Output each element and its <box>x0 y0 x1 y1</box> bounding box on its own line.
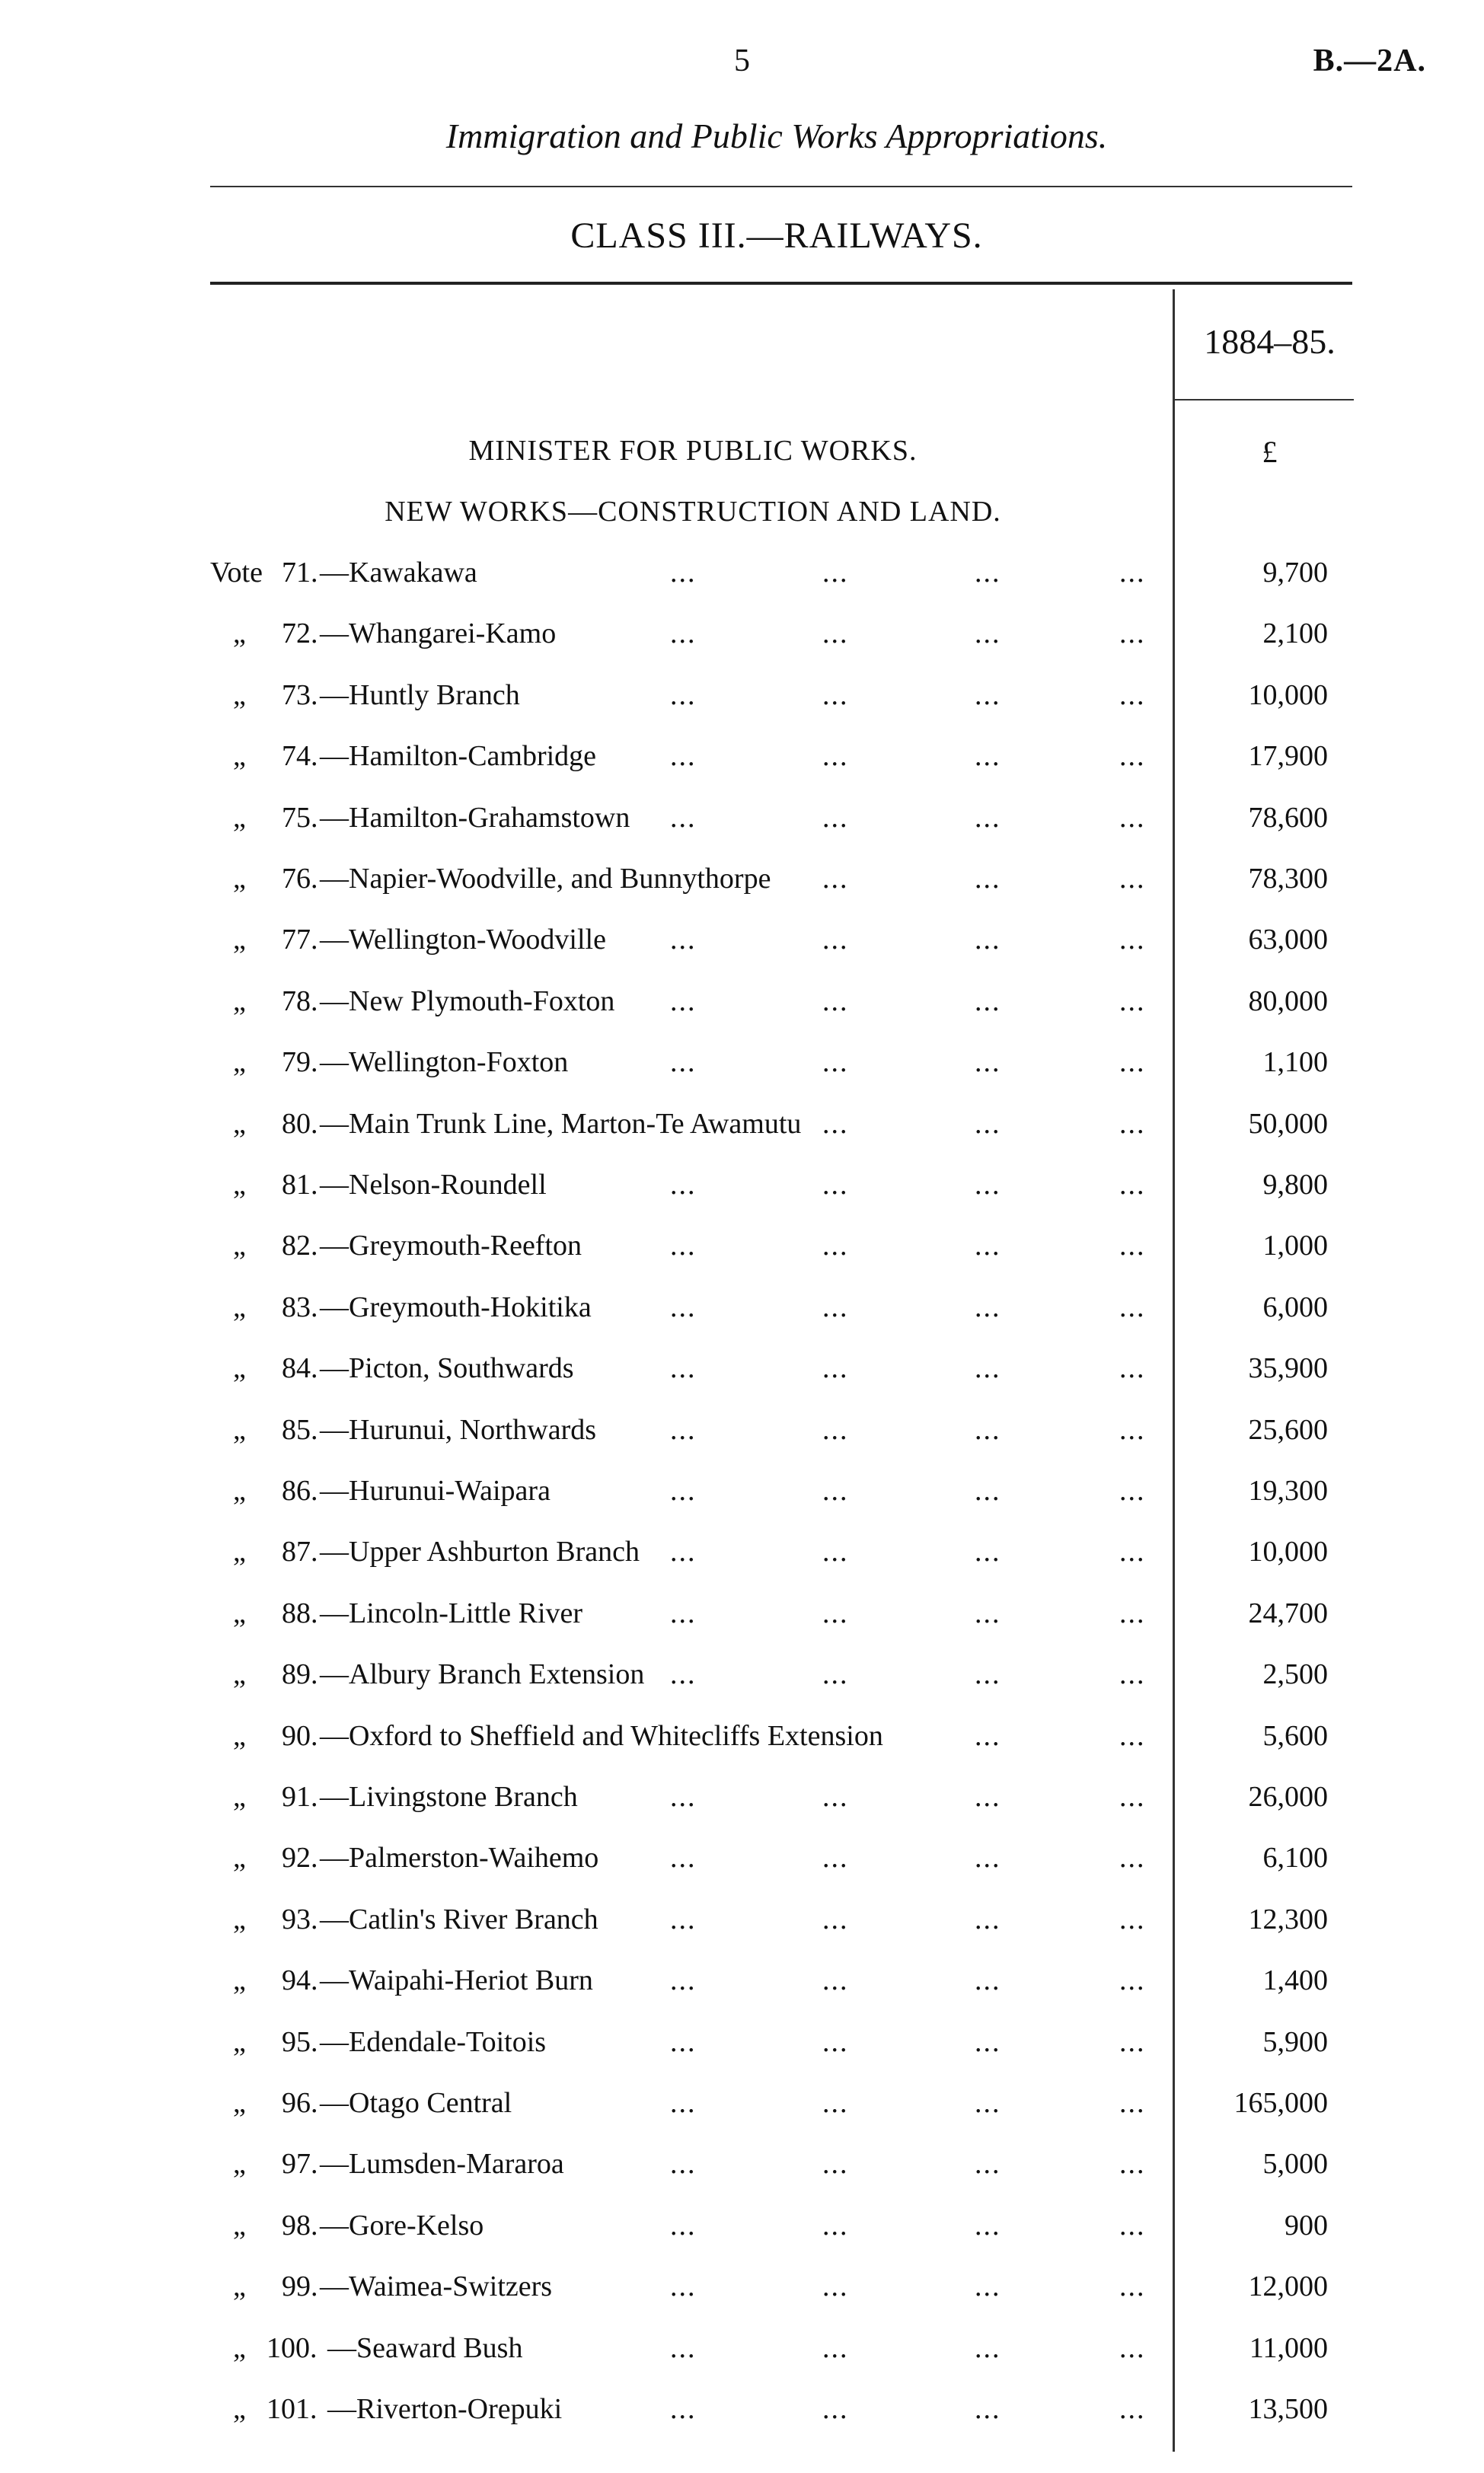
leader-dots: ... <box>822 1597 849 1629</box>
leader-dots: ... <box>822 1903 849 1935</box>
ditto-mark: „ <box>233 740 246 772</box>
ditto-mark: „ <box>233 924 246 956</box>
leader-dots: ... <box>670 1964 697 1996</box>
subtitle-rule <box>210 186 1352 187</box>
leader-dots: ... <box>975 2026 1001 2058</box>
leader-dots: ... <box>670 2026 697 2058</box>
table-row <box>0 2209 1484 2254</box>
vote-name: —Livingstone Branch <box>320 1781 578 1813</box>
leader-dots: ... <box>822 679 849 711</box>
leader-dots: ... <box>975 617 1001 649</box>
vote-amount: 24,700 <box>1248 1597 1328 1629</box>
vote-name: —Otago Central <box>320 2087 512 2119</box>
leader-dots: ... <box>822 2332 849 2364</box>
leader-dots: ... <box>1119 1230 1146 1262</box>
table-row <box>0 1474 1484 1520</box>
leader-dots: ... <box>975 2087 1001 2119</box>
leader-dots: ... <box>1119 1108 1146 1140</box>
leader-dots: ... <box>975 1414 1001 1446</box>
vote-name: —Oxford to Sheffield and Whitecliffs Extension <box>320 1720 883 1752</box>
table-row <box>0 1107 1484 1153</box>
table-row <box>0 984 1484 1030</box>
leader-dots: ... <box>670 2393 697 2425</box>
leader-dots: ... <box>975 1781 1001 1813</box>
leader-dots: ... <box>1119 802 1146 834</box>
leader-dots: ... <box>1119 2332 1146 2364</box>
leader-dots: ... <box>975 1230 1001 1262</box>
page-subtitle: Immigration and Public Works Appropriations. <box>445 116 1108 155</box>
leader-dots: ... <box>822 1352 849 1384</box>
leader-dots: ... <box>1119 924 1146 956</box>
vote-name: —Nelson-Roundell <box>320 1169 547 1201</box>
vote-number: 80. <box>282 1108 318 1140</box>
ditto-mark: „ <box>233 802 246 834</box>
ditto-mark: „ <box>233 1964 246 1996</box>
table-row <box>0 2270 1484 2315</box>
leader-dots: ... <box>1119 1903 1146 1935</box>
table-row <box>0 1658 1484 1703</box>
vote-amount: 165,000 <box>1233 2087 1328 2119</box>
leader-dots: ... <box>1119 617 1146 649</box>
heading-rule <box>210 282 1352 285</box>
table-row <box>0 801 1484 847</box>
vote-number: 87. <box>282 1536 318 1568</box>
vote-name: —Seaward Bush <box>327 2332 523 2364</box>
vote-amount: 35,900 <box>1248 1352 1328 1384</box>
vote-name: —Wellington-Woodville <box>320 924 606 956</box>
leader-dots: ... <box>975 2148 1001 2180</box>
vote-amount: 10,000 <box>1248 1536 1328 1568</box>
leader-dots: ... <box>822 1414 849 1446</box>
ditto-mark: „ <box>233 1536 246 1568</box>
table-row <box>0 1903 1484 1948</box>
ditto-mark: „ <box>233 1169 246 1201</box>
ditto-mark: „ <box>233 2210 246 2242</box>
vote-number: 81. <box>282 1169 318 1201</box>
vote-amount: 5,000 <box>1262 2148 1328 2180</box>
leader-dots: ... <box>822 617 849 649</box>
leader-dots: ... <box>670 1414 697 1446</box>
leader-dots: ... <box>670 1169 697 1201</box>
vote-name: —Kawakawa <box>320 557 477 589</box>
leader-dots: ... <box>670 2148 697 2180</box>
leader-dots: ... <box>822 1842 849 1874</box>
vote-name: —Hurunui-Waipara <box>320 1475 551 1507</box>
leader-dots: ... <box>1119 1964 1146 1996</box>
vote-amount: 12,000 <box>1248 2270 1328 2302</box>
vote-name: —Riverton-Orepuki <box>327 2393 563 2425</box>
ditto-mark: „ <box>233 679 246 711</box>
vote-number: 88. <box>282 1597 318 1629</box>
leader-dots: ... <box>670 679 697 711</box>
vote-amount: 10,000 <box>1248 679 1328 711</box>
vote-number: 93. <box>282 1903 318 1935</box>
leader-dots: ... <box>670 1903 697 1935</box>
leader-dots: ... <box>975 1842 1001 1874</box>
vote-amount: 6,100 <box>1262 1842 1328 1874</box>
leader-dots: ... <box>975 1658 1001 1690</box>
vote-number: 94. <box>282 1964 318 1996</box>
ditto-mark: „ <box>233 2087 246 2119</box>
vote-amount: 12,300 <box>1248 1903 1328 1935</box>
vote-amount: 19,300 <box>1248 1475 1328 1507</box>
ditto-mark: „ <box>233 2026 246 2058</box>
leader-dots: ... <box>975 740 1001 772</box>
vote-name: —Upper Ashburton Branch <box>320 1536 640 1568</box>
leader-dots: ... <box>670 557 697 589</box>
leader-dots: ... <box>1119 2270 1146 2302</box>
table-row <box>0 2392 1484 2438</box>
vote-amount: 80,000 <box>1248 985 1328 1017</box>
leader-dots: ... <box>822 1108 849 1140</box>
leader-dots: ... <box>1119 1842 1146 1874</box>
table-row <box>0 1291 1484 1336</box>
leader-dots: ... <box>975 1720 1001 1752</box>
ditto-mark: „ <box>233 1720 246 1752</box>
table-row <box>0 1841 1484 1887</box>
table-row <box>0 862 1484 908</box>
vote-prefix: Vote <box>210 557 263 589</box>
leader-dots: ... <box>670 985 697 1017</box>
vote-amount: 9,700 <box>1262 557 1328 589</box>
leader-dots: ... <box>822 557 849 589</box>
vote-number: 77. <box>282 924 318 956</box>
leader-dots: ... <box>822 924 849 956</box>
leader-dots: ... <box>1119 985 1146 1017</box>
vote-number: 98. <box>282 2210 318 2242</box>
leader-dots: ... <box>1119 2026 1146 2058</box>
minister-heading: MINISTER FOR PUBLIC WORKS. <box>468 435 918 467</box>
leader-dots: ... <box>670 2087 697 2119</box>
vote-number: 79. <box>282 1046 318 1078</box>
vote-number: 86. <box>282 1475 318 1507</box>
leader-dots: ... <box>1119 1781 1146 1813</box>
vote-name: —Waipahi-Heriot Burn <box>320 1964 593 1996</box>
document-reference: B.—2A. <box>1313 43 1426 78</box>
leader-dots: ... <box>670 924 697 956</box>
table-row <box>0 1413 1484 1459</box>
vote-amount: 26,000 <box>1248 1781 1328 1813</box>
leader-dots: ... <box>670 1597 697 1629</box>
leader-dots: ... <box>822 1781 849 1813</box>
leader-dots: ... <box>822 2270 849 2302</box>
vote-amount: 63,000 <box>1248 924 1328 956</box>
vote-number: 91. <box>282 1781 318 1813</box>
vote-amount: 9,800 <box>1262 1169 1328 1201</box>
leader-dots: ... <box>822 2393 849 2425</box>
ditto-mark: „ <box>233 1781 246 1813</box>
vote-name: —Waimea-Switzers <box>320 2270 553 2302</box>
vote-number: 78. <box>282 985 318 1017</box>
table-row <box>0 1780 1484 1826</box>
vote-amount: 1,400 <box>1262 1964 1328 1996</box>
leader-dots: ... <box>975 1291 1001 1323</box>
leader-dots: ... <box>975 2210 1001 2242</box>
leader-dots: ... <box>822 1046 849 1078</box>
vote-amount: 1,000 <box>1262 1230 1328 1262</box>
vote-name: —Edendale-Toitois <box>320 2026 547 2058</box>
vote-name: —Lumsden-Mararoa <box>320 2148 564 2180</box>
vote-name: —Palmerston-Waihemo <box>320 1842 599 1874</box>
vote-name: —New Plymouth-Foxton <box>320 985 615 1017</box>
leader-dots: ... <box>975 985 1001 1017</box>
vote-name: —Hamilton-Grahamstown <box>320 802 630 834</box>
ditto-mark: „ <box>233 1352 246 1384</box>
leader-dots: ... <box>822 2148 849 2180</box>
vote-number: 85. <box>282 1414 318 1446</box>
table-row <box>0 1045 1484 1091</box>
year-column-header: 1884–85. <box>1204 322 1336 361</box>
vote-number: 99. <box>282 2270 318 2302</box>
vote-amount: 11,000 <box>1249 2332 1328 2364</box>
ditto-mark: „ <box>233 1291 246 1323</box>
leader-dots: ... <box>1119 557 1146 589</box>
ditto-mark: „ <box>233 1046 246 1078</box>
ditto-mark: „ <box>233 1414 246 1446</box>
leader-dots: ... <box>975 1108 1001 1140</box>
ditto-mark: „ <box>233 1903 246 1935</box>
leader-dots: ... <box>1119 1720 1146 1752</box>
vote-number: 96. <box>282 2087 318 2119</box>
leader-dots: ... <box>1119 1169 1146 1201</box>
vote-name: —Napier-Woodville, and Bunnythorpe <box>320 863 771 895</box>
vote-name: —Albury Branch Extension <box>320 1658 645 1690</box>
leader-dots: ... <box>1119 679 1146 711</box>
leader-dots: ... <box>1119 1475 1146 1507</box>
table-row <box>0 1535 1484 1581</box>
vote-amount: 17,900 <box>1248 740 1328 772</box>
vote-name: —Hamilton-Cambridge <box>320 740 597 772</box>
table-row <box>0 1168 1484 1214</box>
leader-dots: ... <box>670 1291 697 1323</box>
leader-dots: ... <box>822 985 849 1017</box>
table-row <box>0 617 1484 662</box>
leader-dots: ... <box>670 1658 697 1690</box>
leader-dots: ... <box>670 1536 697 1568</box>
leader-dots: ... <box>670 1475 697 1507</box>
leader-dots: ... <box>975 1046 1001 1078</box>
vote-amount: 1,100 <box>1262 1046 1328 1078</box>
table-row <box>0 1597 1484 1642</box>
table-row <box>0 2025 1484 2071</box>
table-row <box>0 1351 1484 1397</box>
vote-name: —Catlin's River Branch <box>320 1903 598 1935</box>
table-row <box>0 556 1484 601</box>
leader-dots: ... <box>670 1046 697 1078</box>
vote-number: 74. <box>282 740 318 772</box>
vote-name: —Greymouth-Hokitika <box>320 1291 592 1323</box>
vote-amount: 5,900 <box>1262 2026 1328 2058</box>
ditto-mark: „ <box>233 2148 246 2180</box>
leader-dots: ... <box>975 1964 1001 1996</box>
leader-dots: ... <box>1119 1658 1146 1690</box>
leader-dots: ... <box>975 679 1001 711</box>
leader-dots: ... <box>1119 2087 1146 2119</box>
leader-dots: ... <box>1119 1352 1146 1384</box>
leader-dots: ... <box>822 2087 849 2119</box>
year-header-rule <box>1174 399 1354 400</box>
leader-dots: ... <box>975 863 1001 895</box>
leader-dots: ... <box>975 1536 1001 1568</box>
leader-dots: ... <box>670 1842 697 1874</box>
leader-dots: ... <box>822 1475 849 1507</box>
leader-dots: ... <box>822 1230 849 1262</box>
vote-amount: 50,000 <box>1248 1108 1328 1140</box>
table-row <box>0 1229 1484 1275</box>
section-heading: NEW WORKS—CONSTRUCTION AND LAND. <box>385 496 1001 528</box>
leader-dots: ... <box>822 740 849 772</box>
leader-dots: ... <box>975 1903 1001 1935</box>
leader-dots: ... <box>1119 1046 1146 1078</box>
ditto-mark: „ <box>233 617 246 649</box>
vote-amount: 5,600 <box>1262 1720 1328 1752</box>
leader-dots: ... <box>670 2332 697 2364</box>
table-row <box>0 678 1484 724</box>
ditto-mark: „ <box>233 1230 246 1262</box>
leader-dots: ... <box>670 802 697 834</box>
vote-number: 73. <box>282 679 318 711</box>
vote-name: —Hurunui, Northwards <box>320 1414 597 1446</box>
table-row <box>0 1719 1484 1765</box>
leader-dots: ... <box>975 1597 1001 1629</box>
table-row <box>0 2147 1484 2193</box>
table-row <box>0 739 1484 785</box>
class-heading: CLASS III.—RAILWAYS. <box>570 215 983 256</box>
vote-number: 100. <box>266 2332 318 2364</box>
leader-dots: ... <box>822 1291 849 1323</box>
vote-number: 71. <box>282 557 318 589</box>
ditto-mark: „ <box>233 1597 246 1629</box>
vote-number: 76. <box>282 863 318 895</box>
leader-dots: ... <box>1119 1291 1146 1323</box>
ditto-mark: „ <box>233 985 246 1017</box>
leader-dots: ... <box>975 1475 1001 1507</box>
vote-number: 92. <box>282 1842 318 1874</box>
table-row <box>0 923 1484 968</box>
vote-number: 72. <box>282 617 318 649</box>
leader-dots: ... <box>1119 1536 1146 1568</box>
leader-dots: ... <box>975 2270 1001 2302</box>
leader-dots: ... <box>975 802 1001 834</box>
table-row <box>0 1964 1484 2009</box>
leader-dots: ... <box>975 557 1001 589</box>
vote-name: —Picton, Southwards <box>320 1352 574 1384</box>
leader-dots: ... <box>822 802 849 834</box>
vote-name: —Lincoln-Little River <box>320 1597 583 1629</box>
leader-dots: ... <box>822 2026 849 2058</box>
table-row <box>0 2086 1484 2132</box>
leader-dots: ... <box>822 1964 849 1996</box>
table-row <box>0 2331 1484 2377</box>
leader-dots: ... <box>670 2210 697 2242</box>
leader-dots: ... <box>670 2270 697 2302</box>
ditto-mark: „ <box>233 2270 246 2302</box>
vote-number: 82. <box>282 1230 318 1262</box>
ditto-mark: „ <box>233 1108 246 1140</box>
vote-name: —Wellington-Foxton <box>320 1046 569 1078</box>
leader-dots: ... <box>822 2210 849 2242</box>
leader-dots: ... <box>670 1230 697 1262</box>
vote-amount: 78,300 <box>1248 863 1328 895</box>
vote-name: —Main Trunk Line, Marton-Te Awamutu <box>320 1108 802 1140</box>
leader-dots: ... <box>1119 1414 1146 1446</box>
leader-dots: ... <box>1119 863 1146 895</box>
leader-dots: ... <box>975 924 1001 956</box>
ditto-mark: „ <box>233 1658 246 1690</box>
currency-symbol: £ <box>1262 435 1278 469</box>
leader-dots: ... <box>822 1169 849 1201</box>
leader-dots: ... <box>822 1536 849 1568</box>
ditto-mark: „ <box>233 2393 246 2425</box>
vote-amount: 2,500 <box>1262 1658 1328 1690</box>
vote-number: 89. <box>282 1658 318 1690</box>
vote-number: 84. <box>282 1352 318 1384</box>
vote-name: —Huntly Branch <box>320 679 520 711</box>
vote-number: 95. <box>282 2026 318 2058</box>
leader-dots: ... <box>822 1658 849 1690</box>
vote-amount: 78,600 <box>1248 802 1328 834</box>
ditto-mark: „ <box>233 1842 246 1874</box>
leader-dots: ... <box>1119 2148 1146 2180</box>
vote-name: —Greymouth-Reefton <box>320 1230 582 1262</box>
vote-number: 97. <box>282 2148 318 2180</box>
vote-number: 101. <box>266 2393 318 2425</box>
vote-amount: 6,000 <box>1262 1291 1328 1323</box>
vote-amount: 900 <box>1285 2210 1328 2242</box>
leader-dots: ... <box>1119 2393 1146 2425</box>
leader-dots: ... <box>1119 1597 1146 1629</box>
leader-dots: ... <box>975 1169 1001 1201</box>
ditto-mark: „ <box>233 2332 246 2364</box>
leader-dots: ... <box>975 2393 1001 2425</box>
leader-dots: ... <box>1119 2210 1146 2242</box>
vote-amount: 13,500 <box>1248 2393 1328 2425</box>
vote-number: 83. <box>282 1291 318 1323</box>
leader-dots: ... <box>670 617 697 649</box>
vote-name: —Whangarei-Kamo <box>320 617 557 649</box>
leader-dots: ... <box>670 1781 697 1813</box>
leader-dots: ... <box>1119 740 1146 772</box>
page-number: 5 <box>734 43 750 78</box>
vote-name: —Gore-Kelso <box>320 2210 484 2242</box>
ditto-mark: „ <box>233 863 246 895</box>
leader-dots: ... <box>670 1352 697 1384</box>
leader-dots: ... <box>822 863 849 895</box>
ditto-mark: „ <box>233 1475 246 1507</box>
vote-number: 90. <box>282 1720 318 1752</box>
leader-dots: ... <box>670 740 697 772</box>
leader-dots: ... <box>975 2332 1001 2364</box>
leader-dots: ... <box>975 1352 1001 1384</box>
vote-amount: 25,600 <box>1248 1414 1328 1446</box>
vote-amount: 2,100 <box>1262 617 1328 649</box>
vote-number: 75. <box>282 802 318 834</box>
